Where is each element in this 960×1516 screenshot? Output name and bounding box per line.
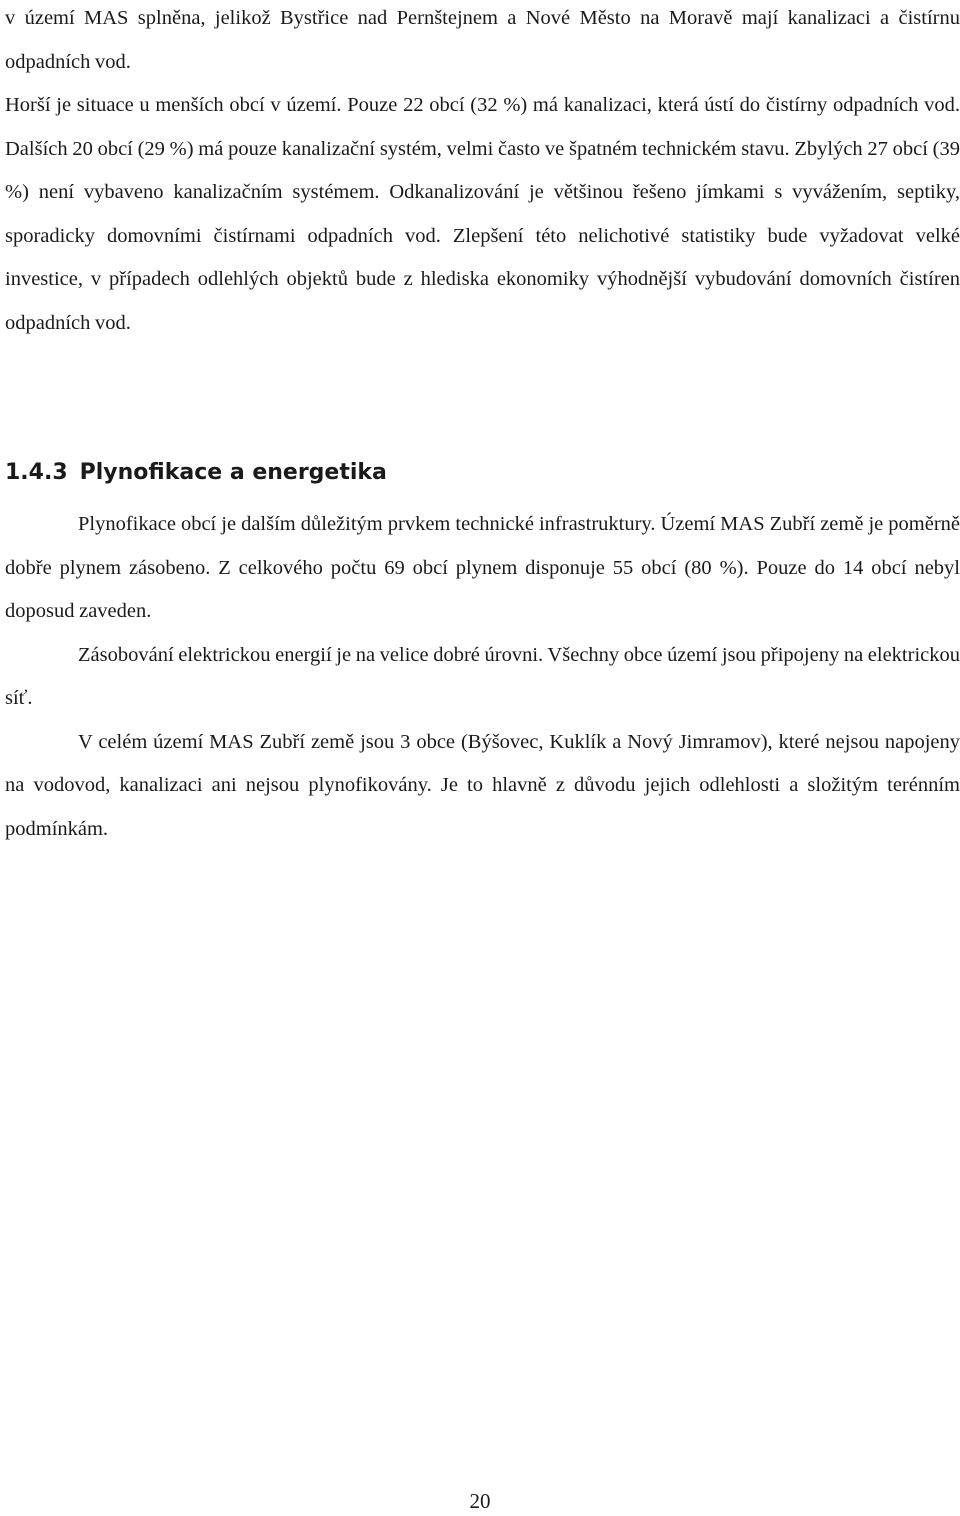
section-number: 1.4.3 [5,460,68,485]
paragraph-electricity: Zásobování elektrickou energií je na velice dobré úrovni. Všechny obce území jsou připojeny na elektrickou síť. [5,643,960,709]
section-heading [5,455,387,491]
paragraph-sewage-small-villages: Horší je situace u menších obcí v území. Pouze 22 obcí (32 %) má kanalizaci, která ústí do čistírny odpadních vod. Dalších 20 obcí (29 %) má pouze kanalizační systém, velmi často ve špatném technickém stavu. Zbylých 27 obcí (39 %) není vybaveno kanalizačním systémem. Odkanalizování je většinou řešeno jímkami s vyvážením, septiky, sporadicky domovními čistírnami odpadních vod. Zlepšení této nelichotivé statistiky bude vyžadovat velké investice, v případech odlehlých objektů bude z hlediska ekonomiky výhodnější vybudování domovních čistíren odpadních vod. [5,94,960,334]
section-title: Plynofikace a energetika [79,460,387,485]
text-block-top [5,0,960,345]
text-block-bottom [5,503,960,851]
paragraph-sewage-towns: v území MAS splněna, jelikož Bystřice nad Pernštejnem a Nové Město na Moravě mají kanalizaci a čistírnu odpadních vod. [5,7,960,73]
page-number: 20 [469,1489,491,1513]
paragraph-gas-supply: Plynofikace obcí je dalším důležitým prvkem technické infrastruktury. Území MAS Zubří země je poměrně dobře plynem zásobeno. Z celkového počtu 69 obcí plynem disponuje 55 obcí (80 %). Pouze do 14 obcí nebyl doposud zaveden. [5,513,960,622]
paragraph-unconnected-villages: V celém území MAS Zubří země jsou 3 obce (Býšovec, Kuklík a Nový Jimramov), které nejsou napojeny na vodovod, kanalizaci ani nejsou plynofikovány. Je to hlavně z důvodu jejich odlehlosti a složitým terénním podmínkám. [5,730,960,840]
